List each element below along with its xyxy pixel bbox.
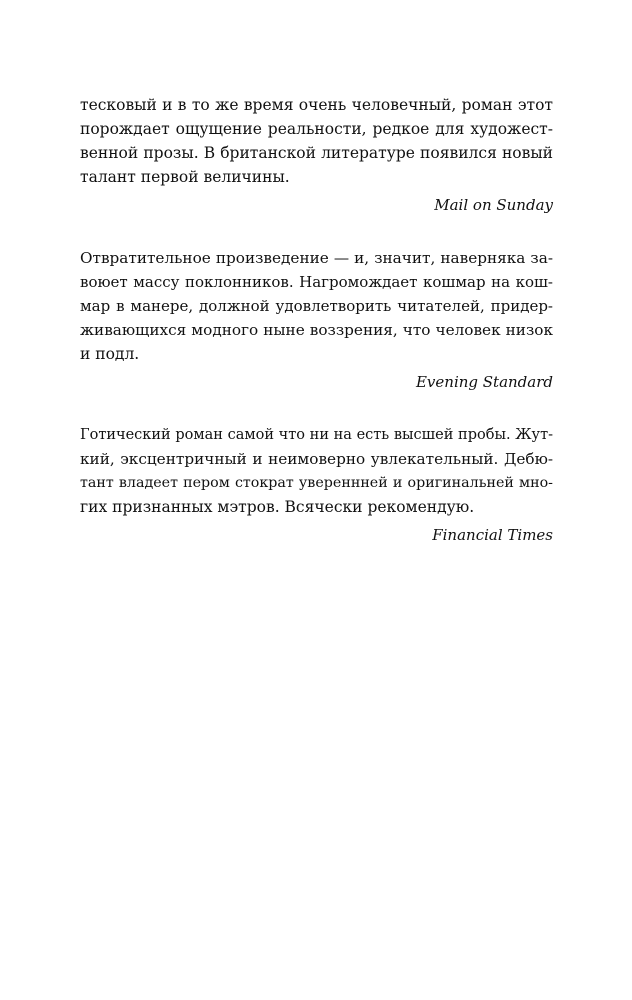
review-line: талант первой величины.: [80, 168, 290, 186]
review-mail-on-sunday: [80, 93, 553, 215]
review-text: [80, 246, 553, 366]
review-source: Mail on Sunday: [434, 196, 553, 214]
review-line: тант владеет пером стократ увереннней и оригинальней мно-: [80, 475, 553, 491]
review-line: тесковый и в то же время очень человечный, роман этот: [80, 96, 553, 114]
review-source: Evening Standard: [415, 373, 553, 391]
review-evening-standard: [80, 246, 553, 392]
review-line: Отвратительное произведение — и, значит, наверняка за-: [80, 249, 553, 267]
review-line: и подл.: [80, 345, 140, 363]
review-line: воюет массу поклонников. Нагромождает кошмар на кош-: [80, 273, 553, 291]
review-financial-times: [80, 423, 553, 545]
review-line: порождает ощущение реальности, редкое для художест-: [80, 120, 553, 138]
review-line: живающихся модного ныне воззрения, что человек низок: [80, 321, 553, 339]
review-text: [80, 423, 553, 519]
review-line: Готический роман самой что ни на есть высшей пробы. Жут-: [80, 427, 553, 443]
review-text: [80, 93, 553, 189]
review-line: мар в манере, должной удовлетворить читателей, придер-: [80, 297, 553, 315]
page-content: [80, 93, 553, 545]
review-line: кий, эксцентричный и неимоверно увлекательный. Дебю-: [80, 450, 553, 468]
review-line: венной прозы. В британской литературе появился новый: [80, 144, 553, 162]
review-source: Financial Times: [432, 526, 553, 544]
review-line: гих признанных мэтров. Всячески рекомендую.: [80, 498, 475, 516]
